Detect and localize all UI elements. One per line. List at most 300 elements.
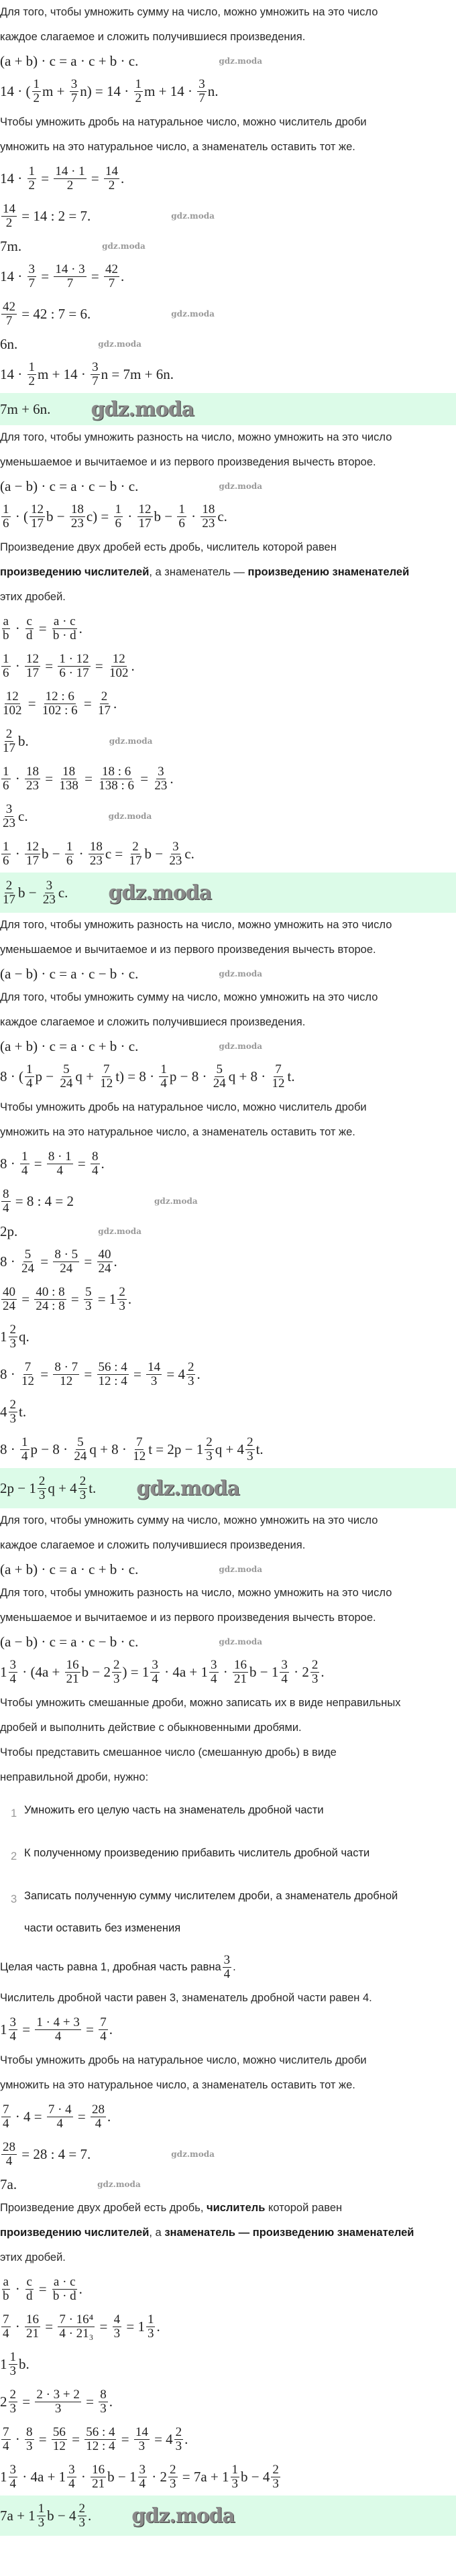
denominator: 4 (68, 2476, 75, 2491)
denominator: 12 (52, 2439, 66, 2453)
math-line (0, 2135, 456, 2173)
math-text: . (127, 1290, 132, 1307)
denominator: 23 (169, 853, 182, 868)
text-line (24, 1794, 324, 1826)
text: дробей и выполнить действие с обыкновенными дробями. (0, 1722, 302, 1734)
math-line (0, 760, 456, 797)
fraction (9, 2388, 18, 2416)
math-text: = (37, 1365, 52, 1382)
fraction (1, 690, 23, 718)
fraction (212, 1063, 227, 1090)
fraction (20, 1361, 36, 1388)
watermark: gdz.moda (108, 811, 152, 821)
denominator: 23 (202, 516, 215, 530)
denominator: 3 (206, 1449, 213, 1463)
numerator: 28 (3, 2139, 15, 2154)
numerator: 2 (247, 1435, 253, 1449)
fraction (1, 2426, 11, 2453)
list-item (0, 1794, 456, 1833)
math-line (0, 962, 456, 985)
fraction (209, 1659, 219, 1686)
numerator: 1 (26, 1062, 33, 1076)
fraction (47, 1150, 73, 1178)
denominator: 24 (60, 1076, 73, 1090)
math-text: n = 7m + 6n. (101, 366, 174, 382)
denominator: 7 (28, 276, 35, 290)
fraction (201, 503, 216, 530)
math-text: c = (105, 845, 127, 862)
rule-paragraph (0, 1986, 456, 2011)
math-line (0, 2308, 456, 2345)
numerator: 3 (198, 76, 205, 91)
math-text: 1 (0, 1663, 7, 1680)
fraction (97, 690, 112, 718)
fraction (280, 1659, 289, 1686)
fraction (38, 1475, 47, 1502)
denominator: 4 (5, 2153, 13, 2168)
numerator: 2 (9, 2387, 16, 2402)
denominator: 17 (26, 853, 39, 868)
math-text: 2p − 1 (0, 1479, 36, 1496)
denominator: 12 : 4 (86, 2439, 115, 2453)
math-text: c. (217, 508, 227, 524)
denominator: 3 (38, 2515, 45, 2530)
denominator: 4 (3, 2326, 9, 2341)
math-text: = 7a + 1 (178, 2468, 229, 2485)
math-text: b − (42, 845, 64, 862)
math-text: = (24, 695, 40, 712)
text: Произведение двух дробей есть дробь, числитель которой равен (0, 541, 337, 553)
bold-term: знаменатель — произведению знаменателей (164, 2227, 414, 2239)
numerator: a (3, 2274, 9, 2289)
text-line (0, 1765, 456, 1790)
numerator: 1 (178, 502, 185, 516)
denominator: 3 (247, 1449, 253, 1463)
text: Чтобы умножить смешанные дроби, можно записать их в виде неправильных (0, 1697, 401, 1709)
fraction (114, 503, 123, 530)
denominator: 4 (9, 1671, 16, 1686)
bold-term: произведению знаменателей (247, 566, 410, 578)
math-line (0, 1280, 456, 1318)
math-line (0, 475, 456, 498)
math-text: = (19, 2393, 34, 2410)
bold-term: числитель (206, 2202, 266, 2214)
numerator: 1 (28, 164, 35, 178)
text: каждое слагаемое и сложить получившиеся произведения. (0, 1016, 306, 1028)
denominator: 6 (3, 853, 9, 868)
denominator: 3 (9, 1411, 16, 1426)
math-line (0, 355, 456, 393)
numerator: 1 (3, 839, 9, 854)
denominator: 23 (154, 778, 168, 793)
math-text: b − (144, 845, 167, 862)
math-text: = (42, 2318, 57, 2335)
denominator: 3 (119, 1298, 125, 1313)
denominator: 4 (3, 2116, 9, 2131)
denominator: 4 · 21₃ (59, 2326, 94, 2341)
math-text: b − (18, 884, 40, 901)
denominator: 4 (3, 2439, 9, 2453)
fraction (137, 503, 153, 530)
text: этих дробей. (0, 2251, 66, 2263)
math-line (0, 197, 456, 235)
denominator: 24 (74, 1449, 87, 1463)
numerator: 2 (78, 2501, 86, 2516)
denominator: 2 (33, 91, 40, 105)
math-line (0, 2011, 456, 2048)
numerator: 16 (92, 2462, 105, 2477)
numerator: 3 (5, 801, 13, 816)
text-line (24, 1837, 369, 1869)
numerator: 40 (98, 1247, 111, 1262)
denominator: 3 (79, 1488, 87, 1502)
numerator: 1 (33, 76, 40, 91)
math-text: . (113, 1253, 117, 1270)
fraction (25, 765, 40, 793)
rule-paragraph (0, 425, 456, 475)
math-text: · (11, 2430, 23, 2447)
denominator: 12 (100, 1076, 113, 1090)
fraction (54, 263, 86, 290)
denominator: 7 (92, 374, 99, 388)
rule-paragraph (0, 2196, 456, 2270)
math-text: = (80, 695, 95, 712)
math-text: t. (287, 1068, 295, 1084)
fraction (1, 203, 17, 230)
fraction (150, 1659, 160, 1686)
denominator: 23 (3, 816, 15, 830)
fraction (168, 840, 183, 868)
fraction (128, 840, 144, 868)
fraction (186, 1361, 196, 1388)
fraction (34, 1286, 66, 1313)
math-line (0, 1220, 456, 1243)
numerator: 42 (105, 262, 119, 276)
fraction (91, 1150, 100, 1178)
text-line (0, 585, 456, 610)
numerator: 28 (92, 2102, 105, 2117)
fraction (20, 1150, 30, 1178)
fraction (1, 653, 11, 680)
denominator: 3 (54, 2401, 62, 2416)
denominator: 12 (60, 1374, 73, 1388)
math-text: · (11, 620, 23, 636)
numerator: 2 (272, 2462, 279, 2477)
math-text: = (80, 1365, 96, 1382)
numerator: 18 (26, 764, 39, 779)
fraction (42, 879, 57, 907)
numerator: 1 (9, 2349, 16, 2364)
math-text: · (11, 2318, 23, 2335)
denominator: 12 : 4 (98, 1374, 127, 1388)
numerator: 14 (148, 1359, 161, 1374)
math-line (0, 2345, 456, 2383)
fraction (231, 2463, 240, 2491)
denominator: 2 (66, 178, 74, 192)
fraction (25, 615, 34, 642)
fraction (1, 2103, 11, 2131)
watermark: gdz.moda (98, 1227, 141, 1236)
numerator: 8 · 7 (54, 1359, 78, 1374)
math-text: b − 2 (81, 1663, 111, 1680)
numerator: 5 (24, 1247, 32, 1262)
denominator: 138 (59, 778, 78, 793)
numerator: 1 (66, 839, 73, 854)
numerator: 3 (28, 262, 35, 276)
numerator: 8 (92, 1149, 99, 1164)
math-text: = (38, 170, 53, 186)
fraction (9, 1659, 18, 1686)
math-text: . (321, 1663, 325, 1680)
denominator: 24 (60, 1261, 73, 1276)
numerator: 18 : 6 (101, 764, 131, 779)
denominator: b (3, 628, 9, 642)
denominator: 7 (66, 276, 74, 290)
math-text: = 8 : 4 = 2 (11, 1192, 74, 1209)
fraction (245, 1436, 255, 1463)
math-text: q + 4 (48, 1479, 77, 1496)
text: Числитель дробной части равен 3, знаменатель дробной части равен 4. (0, 1992, 372, 2004)
numerator: 1 (147, 2312, 154, 2327)
denominator: 2 (108, 178, 115, 192)
math-text: · (219, 1663, 232, 1680)
math-text: c. (18, 807, 28, 824)
text-line (0, 1010, 456, 1035)
math-text: t. (89, 1479, 97, 1496)
denominator: 17 (3, 892, 15, 907)
text: К полученному произведению прибавить числитель дробной части (24, 1847, 370, 1859)
numerator: 56 : 4 (98, 1359, 127, 1374)
math-text: = (35, 2430, 50, 2447)
numerator: 4 (113, 2312, 121, 2327)
fraction (78, 2502, 87, 2530)
math-line (0, 1035, 456, 1058)
denominator: 3 (26, 2439, 33, 2453)
math-line (0, 685, 456, 722)
math-line (0, 797, 456, 835)
numerator: 12 (138, 502, 152, 516)
fraction (1, 2141, 17, 2168)
rule-paragraph (0, 1740, 456, 1790)
answer-line (0, 1468, 456, 1508)
math-text: · 4a + 1 (160, 1663, 209, 1680)
numerator: c (26, 2274, 32, 2289)
denominator: d (26, 628, 33, 642)
fraction (72, 1436, 88, 1463)
denominator: 3 (231, 2476, 239, 2491)
list-number: 2 (11, 1850, 17, 1862)
math-text: · 2 (148, 2468, 168, 2485)
fraction (20, 1436, 30, 1463)
math-text: = (117, 2430, 133, 2447)
text-line (24, 1912, 398, 1944)
fraction (9, 1398, 18, 1426)
fraction (30, 503, 45, 530)
rule-paragraph (0, 0, 456, 50)
answer-line (0, 2496, 456, 2536)
math-text: 7m + 6n. (0, 400, 51, 417)
fraction (99, 1063, 114, 1090)
math-text: m + 14 · (38, 366, 90, 382)
math-text: 8 · (0, 1365, 19, 1382)
denominator: 4 (26, 1076, 33, 1090)
math-text: 7m. (0, 237, 22, 254)
text-line (0, 1533, 456, 1558)
fraction (58, 2313, 95, 2341)
denominator: 3 (175, 2439, 182, 2453)
math-line (0, 2270, 456, 2308)
math-text: b − (154, 508, 176, 524)
math-text: . (113, 695, 117, 712)
math-text: (a + b) · c = a · c + b · c. (0, 52, 139, 69)
text-line (0, 1716, 456, 1740)
text-line (0, 1095, 456, 1120)
text: этих дробей. (0, 591, 66, 603)
denominator: 3 (147, 2326, 154, 2341)
numerator: 56 : 4 (86, 2424, 115, 2439)
fraction (174, 2426, 184, 2453)
watermark: gdz.moda (131, 2504, 235, 2528)
fraction (159, 1063, 168, 1090)
math-line (0, 295, 456, 333)
numerator: 12 (26, 839, 39, 854)
fraction (1, 503, 11, 530)
fraction (52, 615, 78, 642)
watermark: gdz.moda (109, 736, 153, 746)
denominator: 4 (21, 1163, 28, 1178)
numerator: 1 (28, 359, 35, 374)
math-text: 6n. (0, 335, 18, 352)
math-text: · (11, 845, 23, 862)
numerator: 1 (3, 764, 9, 779)
numerator: 1 (135, 76, 142, 91)
denominator: 4 (3, 1200, 9, 1215)
math-line (0, 160, 456, 197)
denominator: 4 (281, 1671, 288, 1686)
fraction (168, 2463, 178, 2491)
math-text: · (124, 508, 136, 524)
math-text: (a − b) · c = a · c − b · c. (0, 965, 139, 982)
denominator: 12 (272, 1076, 285, 1090)
math-line (0, 1355, 456, 1393)
numerator: 14 (3, 201, 15, 216)
fraction (131, 1436, 147, 1463)
math-line (0, 610, 456, 647)
denominator: 7 (70, 91, 78, 105)
list-item-text (24, 1880, 398, 1944)
text: Чтобы представить смешанное число (смешанную дробь) в виде (0, 1746, 337, 1758)
text-line (0, 1581, 456, 1606)
denominator: 12 (21, 1374, 34, 1388)
fraction (53, 1248, 79, 1276)
math-text: 2p. (0, 1223, 18, 1239)
numerator: 5 (63, 1062, 70, 1076)
denominator: 3 (84, 1298, 92, 1313)
watermark: gdz.moda (108, 881, 212, 905)
text-line (0, 913, 456, 938)
math-text: · (11, 770, 23, 787)
text: части оставить без изменения (24, 1922, 181, 1934)
math-text: = 14 : 2 = 7. (18, 207, 91, 224)
numerator: 14 · 1 (55, 164, 85, 178)
list-item (0, 1837, 456, 1876)
fraction (54, 165, 86, 192)
denominator: 6 (3, 665, 9, 680)
fraction (27, 361, 37, 388)
math-text: = (136, 770, 152, 787)
fraction (9, 2016, 18, 2043)
text-line (0, 0, 456, 25)
math-line (0, 1058, 456, 1095)
math-line (0, 1630, 456, 1653)
bold-term: произведению числителей (0, 2227, 150, 2239)
rule-paragraph (0, 110, 456, 160)
fraction (310, 1659, 320, 1686)
fraction (25, 1063, 34, 1090)
math-text: q + 4 (215, 1441, 245, 1457)
fraction (205, 1436, 214, 1463)
fraction (1, 728, 17, 755)
text: Для того, чтобы умножить сумму на число, можно умножить на это число (0, 991, 378, 1003)
text: каждое слагаемое и сложить получившиеся произведения. (0, 1539, 306, 1551)
math-text: . (101, 1155, 105, 1172)
fraction (97, 1248, 113, 1276)
numerator: 2 (79, 1473, 87, 1488)
math-text: · 2 (290, 1663, 309, 1680)
denominator: 4 (9, 2029, 16, 2043)
denominator: 4 (9, 2476, 16, 2491)
text-line (0, 2245, 456, 2270)
watermark: gdz.moda (136, 1476, 239, 1500)
math-line (0, 1145, 456, 1182)
math-line (0, 2458, 456, 2496)
fraction (1, 879, 17, 907)
numerator: 7 (100, 2015, 107, 2029)
answer-line (0, 873, 456, 913)
fraction (97, 1361, 129, 1388)
fraction (41, 690, 79, 718)
math-text: m + (42, 82, 68, 99)
math-text: = (74, 2108, 90, 2125)
list-number: 1 (11, 1807, 17, 1819)
watermark: gdz.moda (91, 397, 194, 421)
math-text: ) = 1 (122, 1663, 150, 1680)
math-text: b − (46, 508, 68, 524)
math-text: = 4 (150, 2430, 173, 2447)
math-text: = (68, 2430, 84, 2447)
denominator: 102 (109, 665, 129, 680)
math-text: (a − b) · c = a · c − b · c. (0, 1633, 139, 1650)
numerator: 2 (187, 1359, 194, 1374)
numerator: 7 (3, 2102, 9, 2117)
math-text: 1 (0, 1328, 7, 1345)
rule-paragraph (0, 1508, 456, 1558)
denominator: b · d (52, 628, 76, 642)
math-text: b. (18, 732, 29, 749)
numerator: 8 · 1 (48, 1149, 72, 1164)
denominator: 24 (213, 1076, 226, 1090)
denominator: 7 (5, 313, 13, 328)
numerator: 2 (311, 1657, 319, 1672)
fraction (112, 1659, 121, 1686)
denominator: 2 (28, 374, 35, 388)
text-line (0, 1606, 456, 1630)
fraction (25, 2426, 34, 2453)
math-text: . (78, 2280, 82, 2297)
fraction (1, 1188, 11, 1215)
math-text: · (11, 2280, 23, 2297)
denominator: 17 (138, 516, 152, 530)
